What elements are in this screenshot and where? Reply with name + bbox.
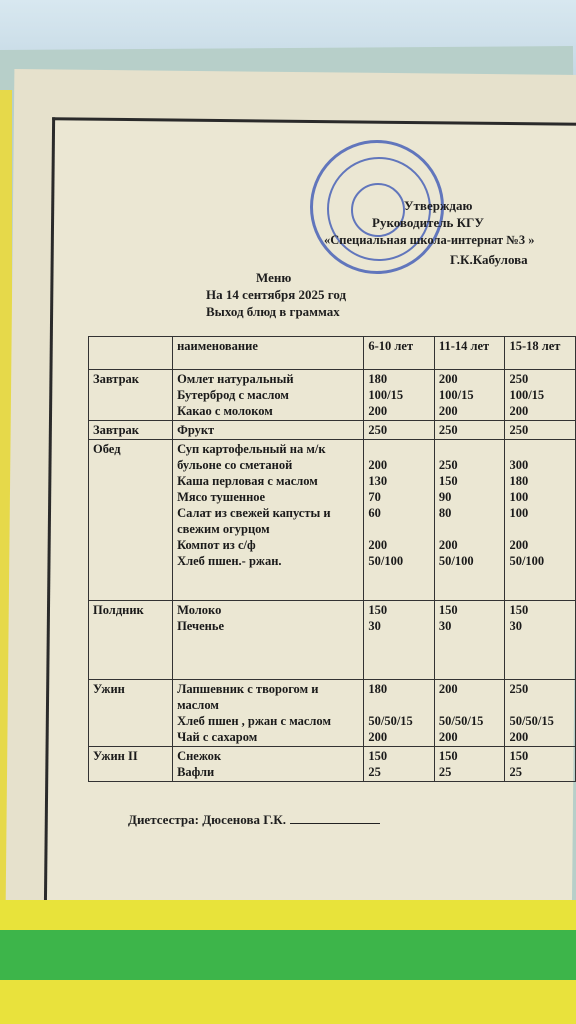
amount-value: 200 xyxy=(368,730,388,744)
amount-value: 200 xyxy=(438,404,458,418)
amount-value: 25 xyxy=(368,765,381,779)
table-row xyxy=(89,747,576,782)
amount-value: 150 xyxy=(438,749,458,763)
approval-line-3: «Специальная школа-интернат №3 » xyxy=(324,233,535,247)
amount-cell-15-18 xyxy=(505,747,576,782)
dish-list xyxy=(173,601,364,680)
amount-cell-6-10 xyxy=(364,747,435,782)
meal-label: Завтрак xyxy=(89,421,173,440)
table-row xyxy=(89,601,576,680)
dish-list xyxy=(173,421,364,440)
signature-line xyxy=(290,823,380,824)
dish-item: Фрукт xyxy=(177,423,215,437)
dish-item: Вафли xyxy=(177,765,215,779)
amount-cell-6-10 xyxy=(364,440,435,601)
dish-item: Хлеб пшен , ржан с маслом xyxy=(177,714,331,728)
amount-value xyxy=(368,441,430,457)
amount-value: 30 xyxy=(368,619,381,633)
amount-value: 300 xyxy=(509,458,529,472)
amount-value: 50/50/15 xyxy=(509,714,554,728)
dish-item: Снежок xyxy=(177,749,222,763)
amount-cell-15-18 xyxy=(505,421,576,440)
approval-line-4: Г.К.Кабулова xyxy=(450,252,528,267)
amount-value: 180 xyxy=(509,474,529,488)
amount-value: 150 xyxy=(438,474,458,488)
menu-title: Меню xyxy=(256,270,292,285)
amount-cell-15-18 xyxy=(505,440,576,601)
dish-item: Каша перловая с маслом xyxy=(177,474,318,488)
dish-list xyxy=(173,440,364,601)
dish-item: Салат из свежей капусты и xyxy=(177,506,331,520)
amount-value: 200 xyxy=(509,404,529,418)
table-row xyxy=(89,680,576,747)
table-row xyxy=(89,370,576,421)
amount-value: 100 xyxy=(509,506,529,520)
amount-value: 150 xyxy=(368,749,388,763)
table-row xyxy=(89,421,576,440)
amount-value xyxy=(368,697,430,713)
dish-item: Мясо тушенное xyxy=(177,490,266,504)
amount-cell-11-14 xyxy=(434,440,505,601)
amount-value: 200 xyxy=(509,538,529,552)
amount-cell-6-10 xyxy=(364,370,435,421)
menu-date: На 14 сентября 2025 год xyxy=(206,287,347,302)
amount-value: 150 xyxy=(509,603,529,617)
approval-line-2: Руководитель КГУ xyxy=(372,215,484,230)
dish-item: Лапшевник с творогом и xyxy=(177,682,319,696)
amount-cell-11-14 xyxy=(434,421,505,440)
frame-yellow-bottom xyxy=(0,980,576,1024)
amount-cell-15-18 xyxy=(505,370,576,421)
dish-item: свежим огурцом xyxy=(177,522,270,536)
amount-value xyxy=(368,521,430,537)
amount-value: 150 xyxy=(509,749,529,763)
amount-value: 70 xyxy=(368,490,381,504)
amount-cell-6-10 xyxy=(364,421,435,440)
amount-value: 90 xyxy=(438,490,452,504)
dish-item: Чай с сахаром xyxy=(177,730,258,744)
amount-value: 250 xyxy=(509,682,529,696)
amount-cell-11-14 xyxy=(434,370,505,421)
signature-text: Диетсестра: Дюсенова Г.К. xyxy=(128,812,286,827)
amount-value: 250 xyxy=(368,423,388,437)
amount-cell-15-18 xyxy=(505,601,576,680)
header-age-6-10: 6-10 лет xyxy=(364,337,435,370)
amount-value: 250 xyxy=(438,423,458,437)
amount-value: 200 xyxy=(509,730,529,744)
dietitian-signature xyxy=(128,812,380,828)
amount-value: 80 xyxy=(438,506,452,520)
amount-cell-11-14 xyxy=(434,601,505,680)
amount-value xyxy=(509,521,571,537)
amount-cell-6-10 xyxy=(364,601,435,680)
dish-list xyxy=(173,747,364,782)
amount-value xyxy=(509,697,571,713)
amount-value: 100 xyxy=(509,490,529,504)
amount-cell-11-14 xyxy=(434,680,505,747)
amount-value: 100/15 xyxy=(368,388,404,402)
dish-item: маслом xyxy=(177,698,219,712)
amount-value: 150 xyxy=(368,603,388,617)
amount-value: 200 xyxy=(438,682,458,696)
header-age-15-18: 15-18 лет xyxy=(505,337,576,370)
amount-value: 25 xyxy=(509,765,522,779)
amount-value: 180 xyxy=(368,372,388,386)
amount-value: 50/100 xyxy=(368,554,404,568)
amount-value xyxy=(509,441,571,457)
meal-label: Завтрак xyxy=(89,370,173,421)
dish-item: Омлет натуральный xyxy=(177,372,294,386)
amount-value: 60 xyxy=(368,506,381,520)
dish-list xyxy=(173,370,364,421)
amount-value: 250 xyxy=(438,458,458,472)
amount-cell-6-10 xyxy=(364,680,435,747)
table-row xyxy=(89,440,576,601)
amount-value xyxy=(439,441,501,457)
amount-value: 100/15 xyxy=(438,388,474,402)
dish-item: Хлеб пшен.- ржан. xyxy=(177,554,282,568)
amount-value: 200 xyxy=(368,404,388,418)
dish-item: Суп картофельный на м/к xyxy=(177,442,326,456)
amount-value: 30 xyxy=(438,619,452,633)
dish-item: Компот из с/ф xyxy=(177,538,256,552)
dish-list xyxy=(173,680,364,747)
frame-green-bar xyxy=(0,930,576,980)
dish-item: Бутерброд с маслом xyxy=(177,388,289,402)
amount-value: 200 xyxy=(438,538,458,552)
dish-item: Какао с молоком xyxy=(177,404,273,418)
header-empty-cell xyxy=(89,337,173,370)
table-header-row xyxy=(89,337,576,370)
amount-value: 200 xyxy=(368,538,388,552)
approval-line-1: Утверждаю xyxy=(404,198,473,213)
menu-table xyxy=(88,336,576,782)
amount-value: 200 xyxy=(368,458,388,472)
amount-value xyxy=(439,521,501,537)
amount-value: 200 xyxy=(438,730,458,744)
amount-value: 250 xyxy=(509,372,529,386)
amount-cell-15-18 xyxy=(505,680,576,747)
meal-label: Ужин xyxy=(89,680,173,747)
dish-item: Печенье xyxy=(177,619,224,633)
header-name: наименование xyxy=(173,337,364,370)
menu-subtitle: Выход блюд в граммах xyxy=(206,304,340,319)
meal-label: Обед xyxy=(89,440,173,601)
amount-value: 130 xyxy=(368,474,388,488)
amount-value: 200 xyxy=(438,372,458,386)
amount-cell-11-14 xyxy=(434,747,505,782)
amount-value: 50/100 xyxy=(509,554,545,568)
amount-value: 180 xyxy=(368,682,388,696)
amount-value: 50/100 xyxy=(438,554,474,568)
amount-value: 50/50/15 xyxy=(438,714,484,728)
amount-value: 25 xyxy=(438,765,452,779)
header-age-11-14: 11-14 лет xyxy=(434,337,505,370)
amount-value: 250 xyxy=(509,423,529,437)
amount-value: 30 xyxy=(509,619,522,633)
dish-item: Молоко xyxy=(177,603,222,617)
amount-value: 100/15 xyxy=(509,388,545,402)
amount-value: 150 xyxy=(438,603,458,617)
meal-label: Полдник xyxy=(89,601,173,680)
dish-item: бульоне со сметаной xyxy=(177,458,293,472)
amount-value xyxy=(439,697,501,713)
meal-label: Ужин II xyxy=(89,747,173,782)
amount-value: 50/50/15 xyxy=(368,714,413,728)
